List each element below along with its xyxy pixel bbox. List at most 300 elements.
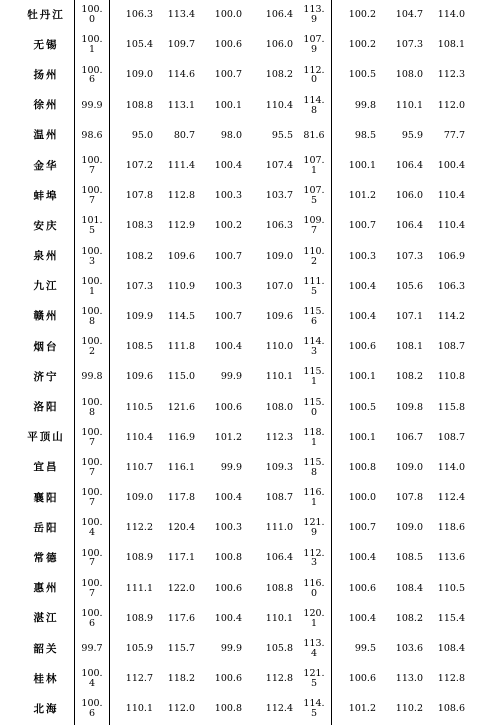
index-cell [75,483,110,513]
index-cell: 108.8 [265,582,293,594]
table-row [18,664,467,694]
index-cell [75,181,110,211]
index-cell: 108.9 [110,543,158,573]
index-cell: 107.3 [395,250,423,262]
index-value: 100.7 [81,155,103,177]
index-cell [297,302,332,332]
index-cell: 106.4 [395,220,423,232]
index-cell: 101.2 [332,694,381,724]
index-cell: 108.4 [395,582,423,594]
index-cell: 106.3 [265,220,293,232]
index-cell: 108.1 [395,341,423,353]
index-value: 100.6 [81,698,103,720]
index-cell: 115.8 [437,401,465,413]
index-value: 100.3 [81,245,103,267]
index-cell [75,151,110,181]
index-cell [297,604,332,634]
index-cell: 108.5 [110,332,158,362]
index-cell: 100.4 [437,160,465,172]
index-cell: 108.7 [265,492,293,504]
index-cell: 100.7 [214,250,242,262]
index-cell: 106.3 [437,280,465,292]
index-cell: 114.2 [437,310,465,322]
index-cell: 95.0 [110,121,158,151]
index-cell: 113.1 [167,99,195,111]
city-name: 宜昌 [18,453,75,483]
index-cell: 110.5 [437,582,465,594]
index-cell: 98.5 [332,121,381,151]
city-name: 平顶山 [18,423,75,453]
table-row [18,362,467,392]
index-cell: 110.4 [110,423,158,453]
index-cell: 110.5 [110,392,158,422]
city-name: 无锡 [18,30,75,60]
index-cell: 110.1 [110,694,158,724]
index-cell: 112.4 [437,492,465,504]
index-cell: 112.0 [437,99,465,111]
table-row [18,91,467,121]
index-cell [297,634,332,664]
index-cell [75,453,110,483]
index-cell: 108.8 [110,91,158,121]
index-cell: 114.6 [167,69,195,81]
index-cell: 122.0 [167,582,195,594]
index-cell [75,30,110,60]
table-row [18,151,467,181]
index-cell [297,453,332,483]
index-cell [297,272,332,302]
index-cell [75,543,110,573]
table-row [18,0,467,30]
index-cell: 110.4 [265,99,293,111]
index-cell: 113.6 [437,552,465,564]
index-cell: 100.6 [332,664,381,694]
index-cell: 100.2 [332,0,381,30]
index-cell [297,362,332,392]
index-cell: 110.4 [437,190,465,202]
index-cell: 108.0 [395,69,423,81]
table-row [18,302,467,332]
index-cell: 108.7 [437,341,465,353]
index-cell: 99.9 [81,99,103,111]
index-value: 118.1 [303,426,325,448]
index-cell [297,694,332,724]
index-value: 110.2 [303,245,325,267]
index-cell: 109.0 [265,250,293,262]
index-value: 121.5 [303,668,325,690]
index-cell [75,604,110,634]
table-row [18,60,467,90]
index-cell [75,211,110,241]
index-cell: 99.9 [220,371,242,383]
index-cell: 100.6 [214,582,242,594]
index-cell: 114.0 [437,461,465,473]
index-cell: 104.7 [395,9,423,21]
index-cell: 100.4 [332,543,381,573]
table-row [18,543,467,573]
city-name: 惠州 [18,574,75,604]
index-value: 113.9 [303,4,325,26]
index-cell: 100.3 [214,522,242,534]
index-cell: 107.2 [110,151,158,181]
index-cell: 117.1 [167,552,195,564]
city-name: 徐州 [18,91,75,121]
index-value: 120.1 [303,607,325,629]
index-value: 100.1 [81,275,103,297]
index-cell: 100.5 [332,60,381,90]
index-cell: 100.1 [332,151,381,181]
index-value: 100.7 [81,487,103,509]
index-cell: 108.7 [437,431,465,443]
index-cell: 109.6 [110,362,158,392]
index-cell: 100.7 [332,513,381,543]
index-cell: 111.0 [265,522,293,534]
index-cell: 110.4 [437,220,465,232]
index-cell: 100.3 [214,280,242,292]
index-cell: 100.8 [332,453,381,483]
table-row [18,423,467,453]
index-cell [297,574,332,604]
index-cell: 112.0 [167,703,195,715]
city-name: 蚌埠 [18,181,75,211]
index-cell: 98.0 [220,129,242,141]
index-cell [75,242,110,272]
index-cell: 112.3 [265,431,293,443]
index-cell: 109.7 [167,39,195,51]
index-value: 112.3 [303,547,325,569]
index-cell: 106.0 [265,39,293,51]
index-value: 114.5 [303,698,325,720]
index-value: 115.6 [303,306,325,327]
index-cell: 100.3 [214,190,242,202]
index-cell [75,664,110,694]
index-cell: 108.3 [110,211,158,241]
index-cell: 105.6 [395,280,423,292]
index-cell [75,513,110,543]
index-cell [297,211,332,241]
city-name: 牡丹江 [18,0,75,30]
index-cell: 110.1 [395,99,423,111]
index-cell: 100.1 [214,99,242,111]
table-row [18,30,467,60]
index-cell: 105.9 [110,634,158,664]
index-cell: 100.3 [332,242,381,272]
city-name: 温州 [18,121,75,151]
city-name: 安庆 [18,211,75,241]
index-cell [75,272,110,302]
index-cell: 100.8 [214,703,242,715]
index-cell: 108.2 [265,69,293,81]
city-name: 赣州 [18,302,75,332]
city-name: 桂林 [18,664,75,694]
index-cell: 99.7 [81,643,103,655]
index-value: 100.0 [81,4,103,26]
index-cell: 100.2 [214,220,242,232]
index-cell: 111.8 [167,341,195,353]
index-cell [75,574,110,604]
index-cell: 101.2 [332,181,381,211]
city-name: 扬州 [18,60,75,90]
index-value: 100.6 [81,607,103,629]
index-cell: 100.7 [214,310,242,322]
index-cell: 112.2 [110,513,158,543]
index-cell: 112.4 [265,703,293,715]
table-row [18,272,467,302]
index-cell: 109.3 [265,461,293,473]
index-cell [297,151,332,181]
price-index-table [18,0,468,725]
index-cell [297,392,332,422]
index-value: 100.7 [81,577,103,599]
index-cell: 100.5 [332,392,381,422]
index-cell: 108.4 [437,643,465,655]
index-value: 115.8 [303,456,325,478]
table-row [18,483,467,513]
index-cell: 98.6 [81,129,103,141]
city-name: 岳阳 [18,513,75,543]
index-cell: 100.4 [214,492,242,504]
index-value: 100.4 [81,517,103,539]
index-cell: 80.7 [173,129,195,141]
index-cell: 103.7 [265,190,293,202]
index-cell: 100.4 [214,341,242,353]
index-cell: 107.3 [395,39,423,51]
index-cell: 110.1 [265,371,293,383]
index-value: 100.6 [81,64,103,86]
table-row [18,332,467,362]
index-cell [297,543,332,573]
index-cell: 108.9 [110,604,158,634]
index-cell: 120.4 [167,522,195,534]
index-value: 100.2 [81,336,103,358]
index-cell: 106.4 [265,9,293,21]
index-cell [75,694,110,724]
index-cell [297,60,332,90]
index-value: 116.1 [303,487,325,509]
index-value: 121.9 [303,517,325,539]
index-cell: 108.0 [265,401,293,413]
index-cell: 111.4 [167,160,195,172]
index-cell: 107.1 [395,310,423,322]
index-cell [297,423,332,453]
index-cell: 110.1 [265,612,293,624]
index-cell: 100.1 [332,362,381,392]
index-value: 100.7 [81,185,103,207]
index-cell: 101.2 [214,431,242,443]
city-name: 北海 [18,694,75,724]
city-name: 襄阳 [18,483,75,513]
index-value: 112.0 [303,64,325,86]
index-cell: 109.0 [395,461,423,473]
index-cell: 112.8 [265,673,293,685]
index-cell: 107.3 [110,272,158,302]
index-cell: 118.2 [167,673,195,685]
index-cell: 115.4 [437,612,465,624]
index-cell: 109.0 [110,483,158,513]
index-cell: 99.8 [81,371,103,383]
table-row [18,634,467,664]
index-cell: 108.1 [437,39,465,51]
index-value: 114.8 [303,94,325,116]
city-name: 韶关 [18,634,75,664]
index-cell [297,664,332,694]
index-cell [297,332,332,362]
index-value: 100.8 [81,306,103,327]
index-value: 113.4 [303,638,325,660]
index-cell: 95.9 [401,129,423,141]
index-value: 107.5 [303,185,325,207]
index-cell: 109.0 [110,60,158,90]
index-cell: 100.0 [214,9,242,21]
index-cell: 77.7 [443,129,465,141]
table-row [18,513,467,543]
index-cell: 99.9 [220,643,242,655]
table-row [18,121,467,151]
city-name: 烟台 [18,332,75,362]
index-cell: 99.8 [332,91,381,121]
city-name: 九江 [18,272,75,302]
index-cell: 114.0 [437,9,465,21]
index-cell: 100.0 [332,483,381,513]
index-cell: 107.0 [265,280,293,292]
index-cell: 100.8 [214,552,242,564]
index-cell [297,242,332,272]
index-cell: 115.7 [167,643,195,655]
index-cell: 108.2 [110,242,158,272]
index-value: 100.8 [81,396,103,418]
index-cell: 111.1 [110,574,158,604]
index-cell: 112.9 [167,220,195,232]
index-cell: 100.1 [332,423,381,453]
index-cell: 95.5 [271,129,293,141]
index-value: 100.7 [81,426,103,448]
index-cell: 116.9 [167,431,195,443]
index-value: 100.7 [81,456,103,478]
index-cell: 100.6 [214,401,242,413]
index-cell: 118.6 [437,522,465,534]
index-cell: 112.8 [437,673,465,685]
index-cell: 106.4 [395,160,423,172]
city-name: 济宁 [18,362,75,392]
index-cell: 115.0 [167,371,195,383]
index-cell: 108.6 [437,703,465,715]
index-cell: 112.7 [110,664,158,694]
index-value: 100.1 [81,34,103,56]
index-value: 100.4 [81,668,103,690]
index-cell: 109.8 [395,401,423,413]
table-row [18,211,467,241]
index-cell [75,302,110,332]
city-name: 湛江 [18,604,75,634]
index-cell [297,91,332,121]
index-cell: 100.6 [214,673,242,685]
index-cell: 109.6 [167,250,195,262]
index-cell: 99.9 [220,461,242,473]
index-value: 100.7 [81,547,103,569]
index-cell: 106.0 [395,190,423,202]
city-name: 金华 [18,151,75,181]
index-cell [297,483,332,513]
index-cell: 107.4 [265,160,293,172]
index-cell: 100.6 [332,332,381,362]
index-cell: 107.8 [395,492,423,504]
index-cell: 100.4 [332,604,381,634]
index-cell: 113.0 [395,673,423,685]
index-cell: 105.8 [265,643,293,655]
table-row [18,453,467,483]
index-value: 116.0 [303,577,325,599]
index-cell: 109.0 [395,522,423,534]
index-cell: 108.2 [395,371,423,383]
index-cell: 100.7 [332,211,381,241]
index-cell: 116.1 [167,461,195,473]
index-cell: 100.4 [214,612,242,624]
city-name: 泉州 [18,242,75,272]
table-row [18,181,467,211]
index-cell: 112.3 [437,69,465,81]
index-cell [75,392,110,422]
index-value: 111.5 [303,275,325,297]
index-value: 107.1 [303,155,325,177]
index-cell: 117.8 [167,492,195,504]
index-value: 115.1 [303,366,325,388]
index-cell [75,332,110,362]
index-value: 115.0 [303,396,325,418]
index-cell: 100.2 [332,30,381,60]
index-cell: 106.7 [395,431,423,443]
index-cell: 113.4 [167,9,195,21]
index-cell [297,30,332,60]
index-cell: 100.4 [214,160,242,172]
index-cell: 106.3 [110,0,158,30]
index-cell: 109.9 [110,302,158,332]
index-cell: 100.7 [214,69,242,81]
index-cell [75,60,110,90]
table-body [18,0,467,725]
index-cell: 106.9 [437,250,465,262]
index-cell: 100.6 [332,574,381,604]
index-cell [75,423,110,453]
table-row [18,694,467,724]
index-cell: 100.4 [332,302,381,332]
index-value: 107.9 [303,34,325,56]
index-cell [297,181,332,211]
index-cell: 112.8 [167,190,195,202]
index-cell [297,513,332,543]
index-cell [75,0,110,30]
index-cell: 100.6 [214,39,242,51]
table-row [18,574,467,604]
index-value: 101.5 [81,215,103,237]
index-cell: 105.4 [110,30,158,60]
index-cell: 108.2 [395,612,423,624]
index-value: 114.3 [303,336,325,358]
index-cell [297,0,332,30]
index-cell: 110.0 [265,341,293,353]
city-name: 常德 [18,543,75,573]
index-cell: 110.2 [395,703,423,715]
table-row [18,392,467,422]
index-cell: 110.7 [110,453,158,483]
city-name: 洛阳 [18,392,75,422]
table-row [18,604,467,634]
index-value: 109.7 [303,215,325,237]
index-cell: 108.5 [395,552,423,564]
index-cell: 110.8 [437,371,465,383]
index-cell: 121.6 [167,401,195,413]
index-cell: 110.9 [167,280,195,292]
index-cell: 99.5 [332,634,381,664]
